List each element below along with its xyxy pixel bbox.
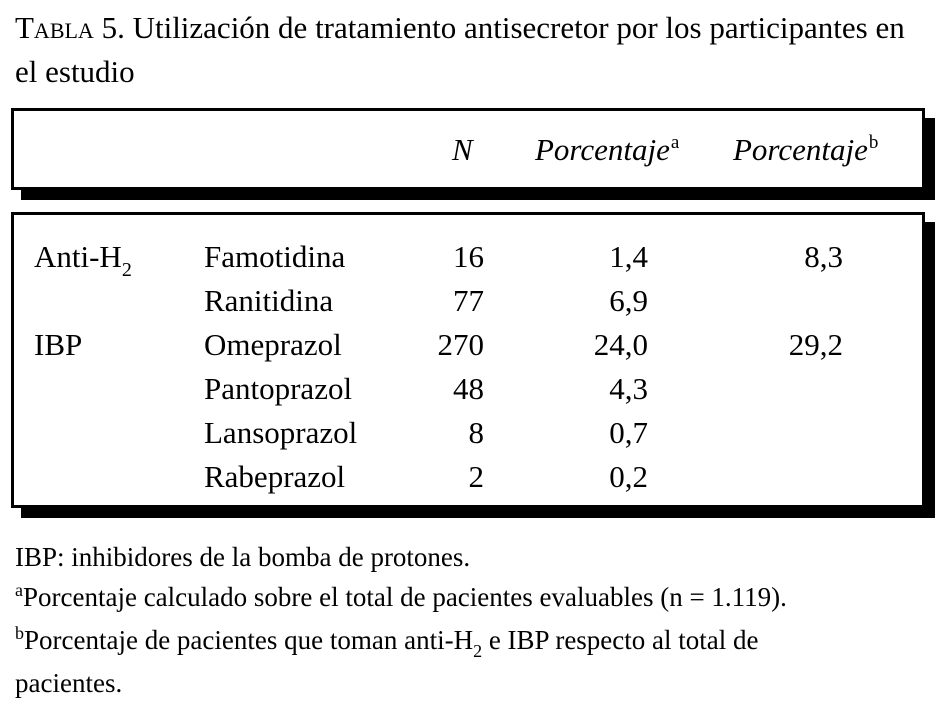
- footnote-b-continued: pacientes.: [15, 668, 123, 698]
- footnote-marker-a: a: [670, 132, 680, 153]
- table-title: [15, 6, 925, 94]
- n-cell: 8: [468, 415, 484, 450]
- percentage-a-cell: 0,2: [609, 459, 648, 494]
- table-row: [0, 367, 945, 411]
- n-cell: 2: [468, 459, 484, 494]
- percentage-a-cell: 1,4: [609, 239, 648, 274]
- table-title-text: 5. Utilización de tratamiento antisecretor por los participantes en el estudio: [15, 10, 905, 89]
- percentage-b-cell: 29,2: [788, 327, 843, 362]
- percentage-a-cell: 0,7: [609, 415, 648, 450]
- drug-cell: Omeprazol: [204, 327, 342, 362]
- percentage-a-cell: 24,0: [593, 327, 648, 362]
- group-cell: Anti-$H_2$: [34, 239, 132, 281]
- n-cell: 270: [437, 327, 484, 362]
- n-cell: 77: [453, 283, 484, 318]
- abbreviation-note: IBP: inhibidores de la bomba de protones.: [15, 542, 471, 572]
- drug-cell: Ranitidina: [204, 283, 334, 318]
- footnote-a-marker: a: [15, 580, 23, 600]
- percentage-a-cell: 4,3: [609, 371, 648, 406]
- table-row: [0, 455, 945, 499]
- footnote-b: $^b$Porcentaje de pacientes que toman anti-$H_2$ e IBP respecto al total de: [15, 623, 759, 661]
- drug-cell: Pantoprazol: [204, 371, 353, 406]
- header-percentage-a: Porcentaje$^a$: [535, 132, 680, 167]
- drug-cell: Lansoprazol: [204, 415, 358, 450]
- footnote-b-marker: b: [15, 623, 24, 643]
- n-cell: 48: [453, 371, 484, 406]
- drug-cell: Famotidina: [204, 239, 346, 274]
- table-row: [0, 411, 945, 455]
- drug-cell: Rabeprazol: [204, 459, 346, 494]
- group-cell: IBP: [34, 327, 83, 362]
- header-percentage-b: Porcentaje$^b$: [733, 132, 879, 167]
- table-row: [0, 323, 945, 367]
- percentage-a-cell: 6,9: [609, 283, 648, 318]
- percentage-b-cell: 8,3: [804, 239, 843, 274]
- table-row: [0, 235, 945, 279]
- footnote-marker-b: b: [868, 132, 879, 153]
- table-row: [0, 279, 945, 323]
- footnote-a: $^a$Porcentaje calculado sobre el total de pacientes evaluables (n = 1.119).: [15, 580, 787, 612]
- n-cell: 16: [453, 239, 484, 274]
- table-footnotes: [15, 537, 940, 703]
- table-label: Tabla: [15, 10, 94, 45]
- header-n: N: [452, 132, 473, 167]
